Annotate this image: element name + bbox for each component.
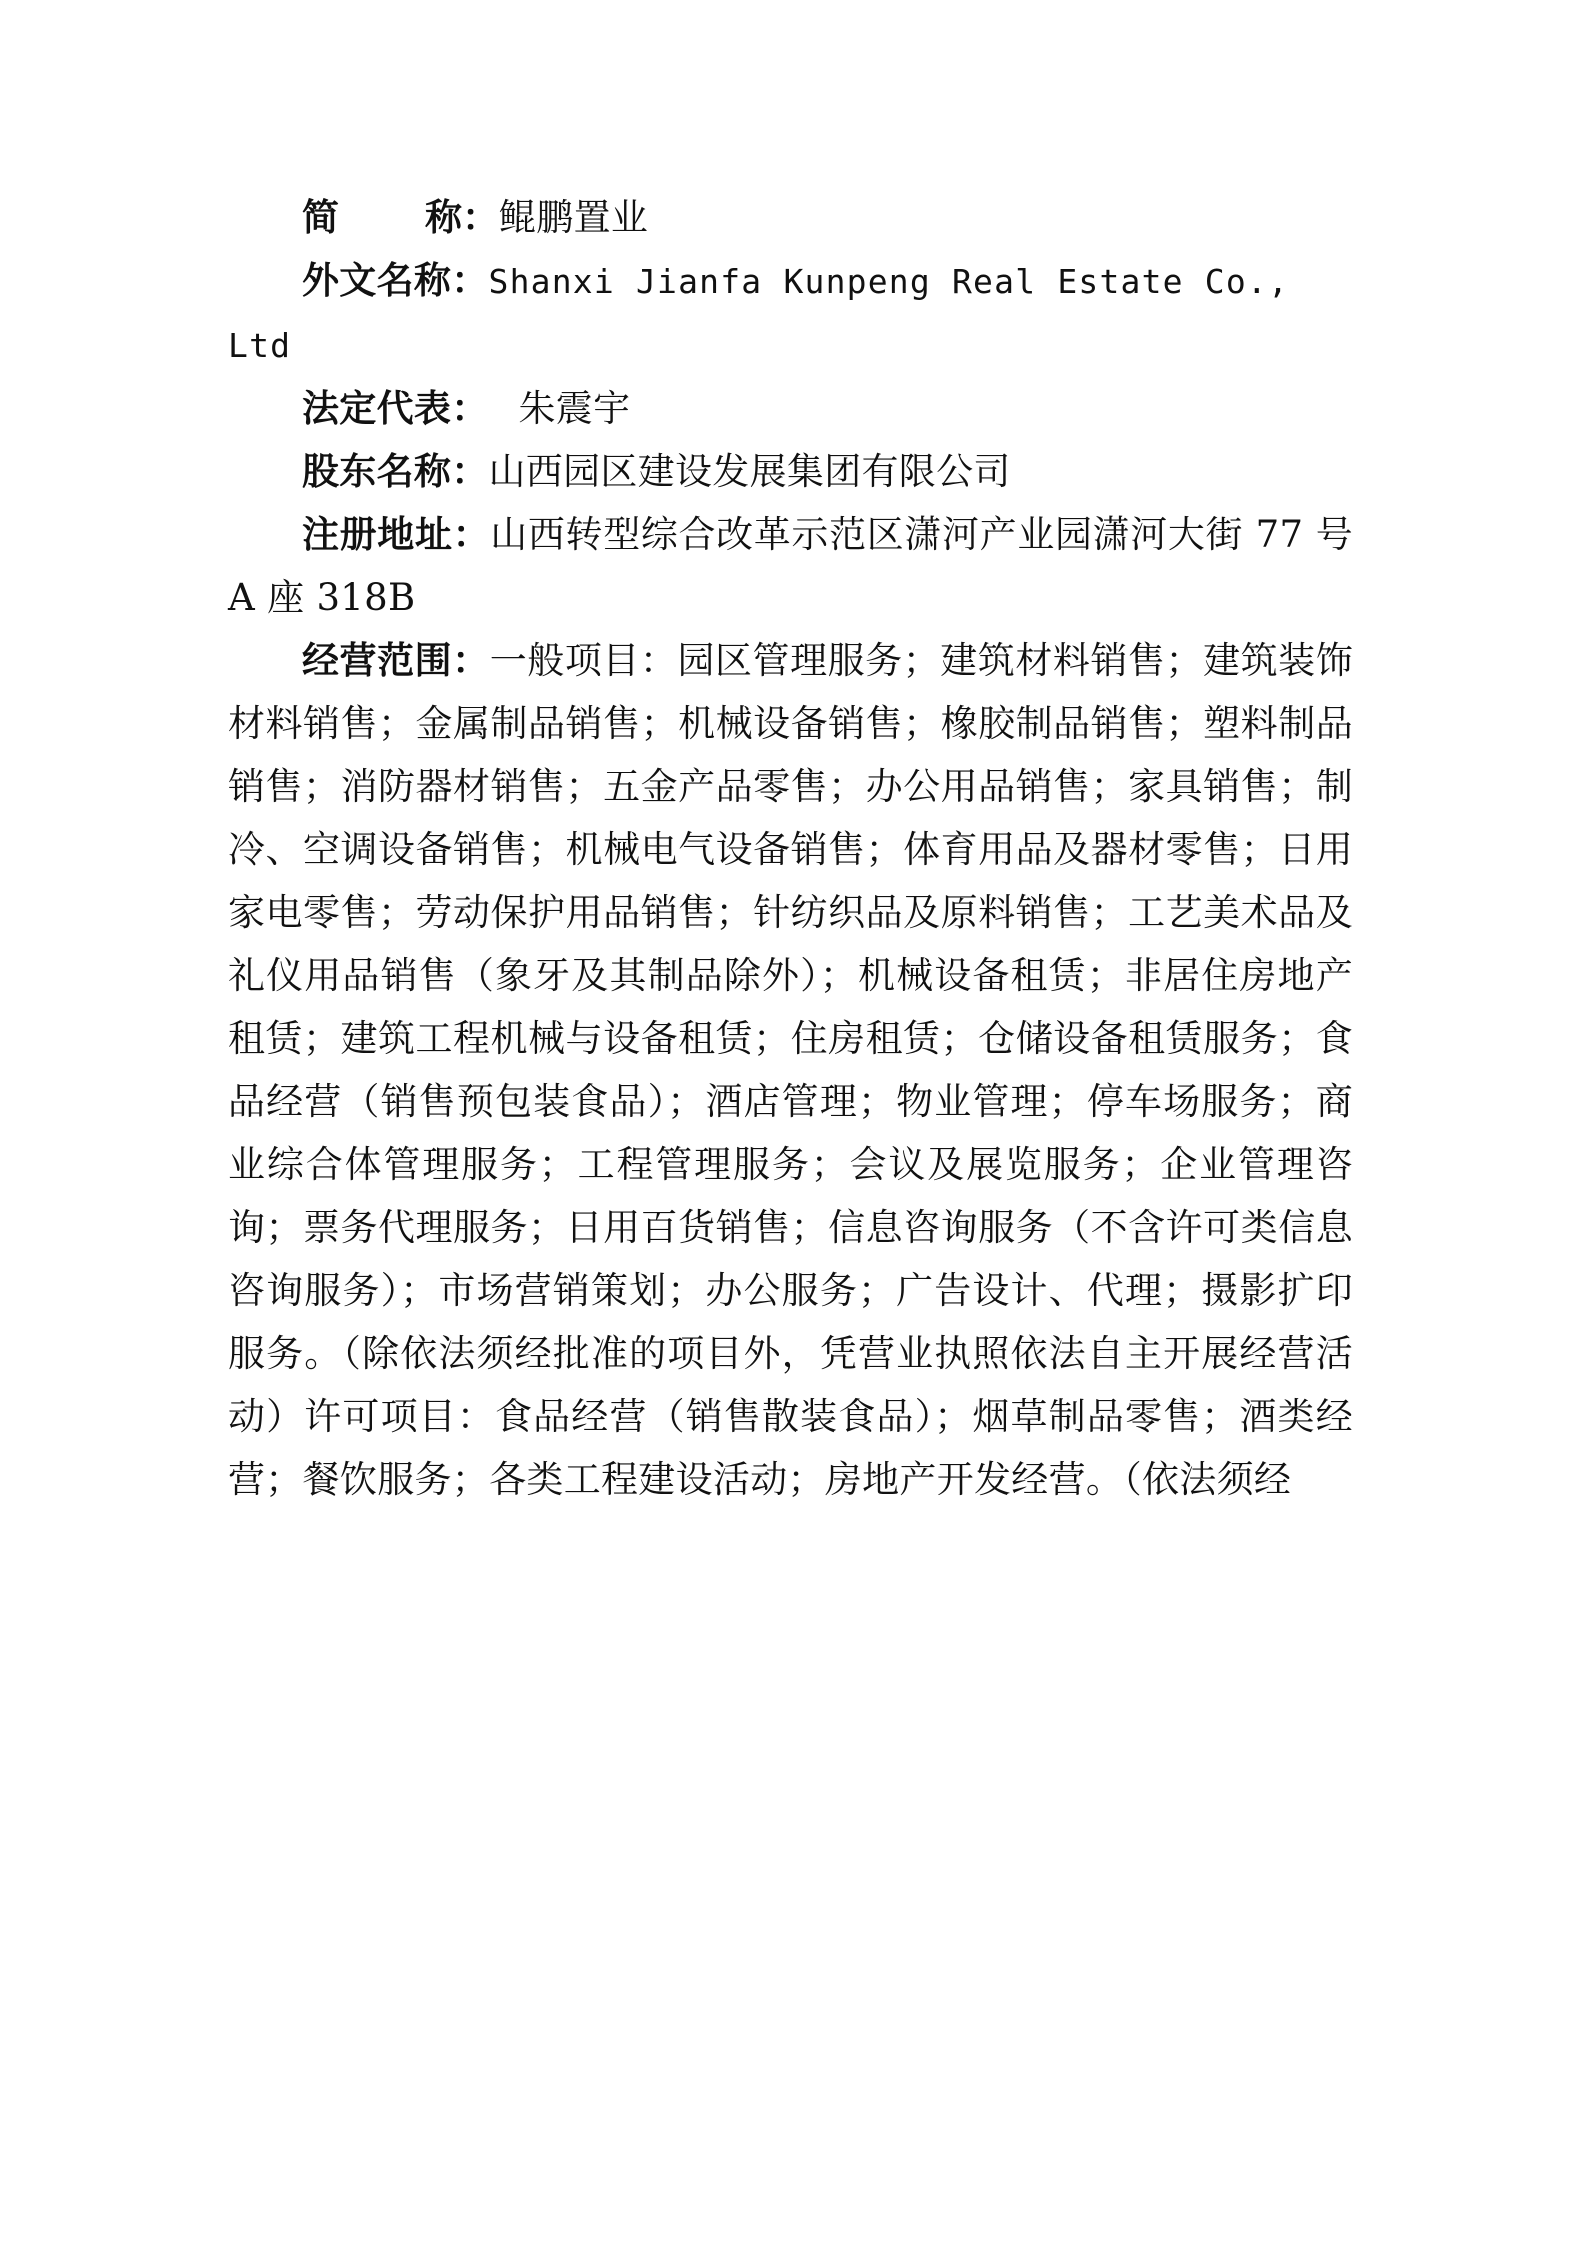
document-body bbox=[228, 186, 1353, 1511]
registered-address-value: 山西转型综合改革示范区潇河产业园潇河大街 77 号 A 座 318B bbox=[228, 513, 1354, 619]
foreign-name-value-continued: Ltd bbox=[228, 326, 292, 365]
line-registered-address bbox=[228, 503, 1353, 629]
line-foreign-name-cont bbox=[228, 313, 1353, 377]
foreign-name-label: 外文名称： bbox=[302, 258, 489, 302]
line-foreign-name bbox=[228, 249, 1353, 313]
registered-address-label: 注册地址： bbox=[302, 512, 491, 556]
business-scope-value: 一般项目：园区管理服务；建筑材料销售；建筑装饰材料销售；金属制品销售；机械设备销售；橡胶制品销售；塑料制品销售；消防器材销售；五金产品零售；办公用品销售；家具销售；制冷、空调设备销售；机械电气设备销售；体育用品及器材零售；日用家电零售；劳动保护用品销售；针纺织品及原料销售；工艺美术品及礼仪用品销售（象牙及其制品除外）；机械设备租赁；非居住房地产租赁；建筑工程机械与设备租赁；住房租赁；仓储设备租赁服务；食品经营（销售预包装食品）；酒店管理；物业管理；停车场服务；商业综合体管理服务；工程管理服务；会议及展览服务；企业管理咨询；票务代理服务；日用百货销售；信息咨询服务（不含许可类信息咨询服务）；市场营销策划；办公服务；广告设计、代理；摄影扩印服务。（除依法须经批准的项目外，凭营业执照依法自主开展经营活动）许可项目：食品经营（销售散装食品）；烟草制品零售；酒类经营；餐饮服务；各类工程建设活动；房地产开发经营。（依法须经 bbox=[228, 639, 1354, 1501]
legal-representative-value: 朱震宇 bbox=[518, 387, 631, 430]
abbreviation-label: 简 bbox=[302, 195, 339, 239]
line-abbreviation bbox=[228, 186, 1353, 249]
abbreviation-label-colon: 称： bbox=[425, 195, 499, 239]
line-business-scope bbox=[228, 629, 1353, 1511]
business-scope-label: 经营范围： bbox=[302, 638, 490, 682]
abbreviation-value: 鲲鹏置业 bbox=[499, 196, 649, 239]
shareholder-label: 股东名称： bbox=[302, 449, 489, 493]
legal-representative-label: 法定代表： bbox=[302, 386, 489, 430]
foreign-name-value: Shanxi Jianfa Kunpeng Real Estate Co., bbox=[488, 262, 1290, 301]
line-shareholder bbox=[228, 440, 1353, 503]
line-legal-representative bbox=[228, 377, 1353, 440]
shareholder-value: 山西园区建设发展集团有限公司 bbox=[488, 450, 1011, 493]
